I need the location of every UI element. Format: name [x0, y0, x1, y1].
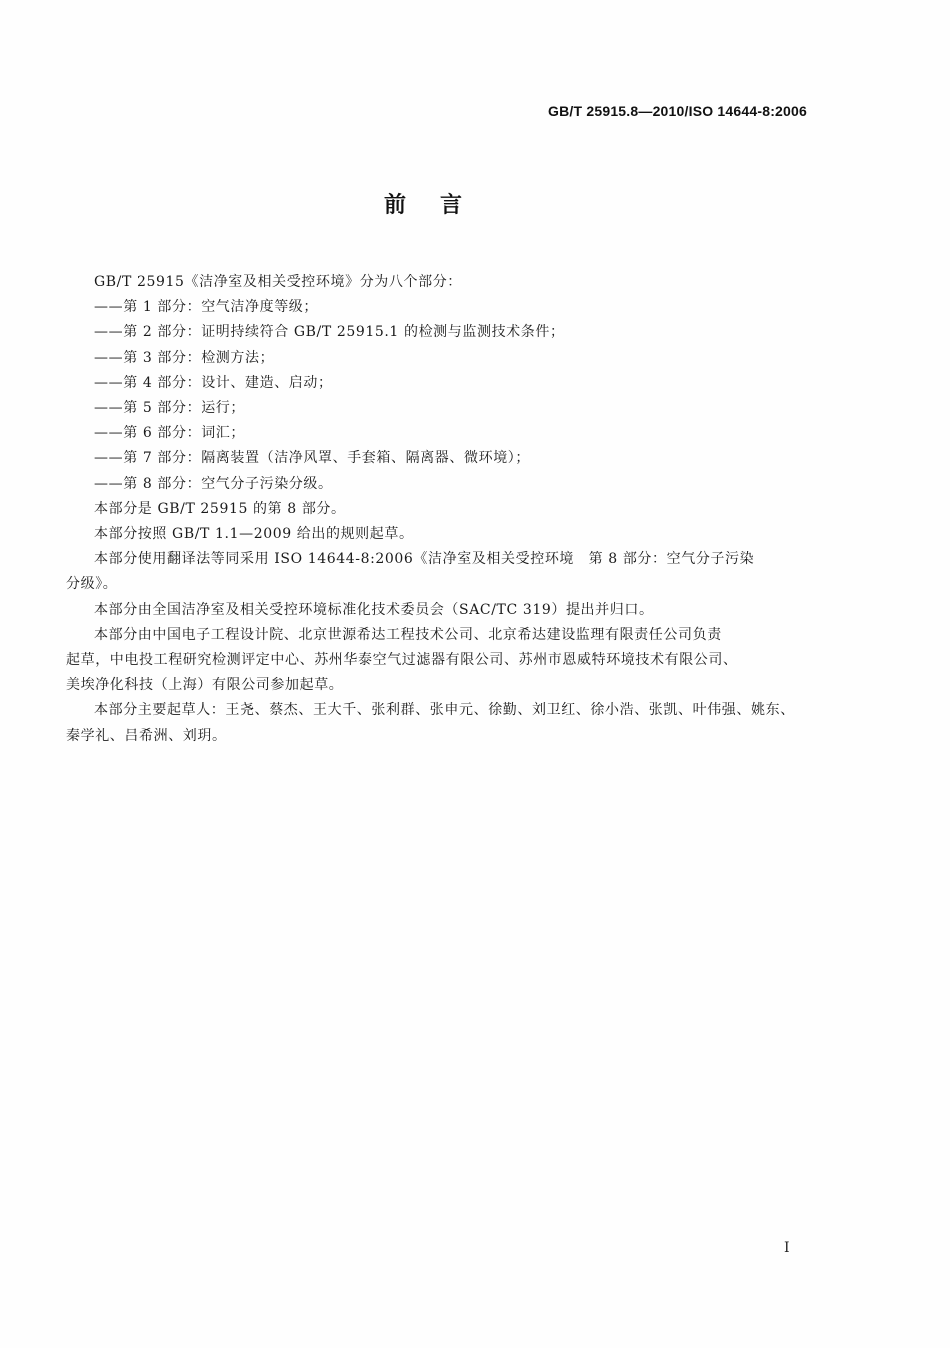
standard-number: GB/T 25915.8—2010/ISO 14644-8:2006 — [548, 103, 807, 119]
paragraph-drafters-org-line-2: 起草，中电投工程研究检测评定中心、苏州华泰空气过滤器有限公司、苏州市恩威特环境技术有限公司、 — [66, 652, 738, 669]
part-item-4: ——第 4 部分：设计、建造、启动； — [94, 374, 333, 391]
page-number: I — [784, 1240, 790, 1256]
section-title: 前言 — [383, 193, 496, 218]
paragraph-adoption-line-2: 分级》。 — [66, 576, 118, 593]
paragraph-adoption-line-1: 本部分使用翻译法等同采用 ISO 14644-8:2006《洁净室及相关受控环境 第 8 部分：空气分子污染 — [94, 551, 755, 568]
paragraph-drafters-org-line-3: 美埃净化科技（上海）有限公司参加起草。 — [66, 677, 344, 694]
paragraph-drafters-line-1: 本部分主要起草人：王尧、蔡杰、王大千、张利群、张申元、徐勤、刘卫红、徐小浩、张凯、叶伟强、姚东、 — [94, 702, 795, 719]
part-item-2: ——第 2 部分：证明持续符合 GB/T 25915.1 的检测与监测技术条件； — [94, 324, 565, 341]
paragraph-committee: 本部分由全国洁净室及相关受控环境标准化技术委员会（SAC/TC 319）提出并归口。 — [94, 601, 654, 618]
part-item-7: ——第 7 部分：隔离装置（洁净风罩、手套箱、隔离器、微环境）； — [94, 450, 531, 467]
paragraph-drafters-line-2: 秦学礼、吕希洲、刘玥。 — [66, 727, 227, 744]
foreword-body — [66, 270, 814, 749]
paragraph-drafting-rules: 本部分按照 GB/T 1.1—2009 给出的规则起草。 — [94, 526, 414, 543]
part-item-6: ——第 6 部分：词汇； — [94, 425, 246, 442]
part-item-8: ——第 8 部分：空气分子污染分级。 — [94, 475, 333, 492]
part-item-1: ——第 1 部分：空气洁净度等级； — [94, 299, 319, 316]
paragraph-part-number: 本部分是 GB/T 25915 的第 8 部分。 — [94, 500, 346, 517]
intro-line: GB/T 25915《洁净室及相关受控环境》分为八个部分： — [94, 274, 462, 290]
part-item-5: ——第 5 部分：运行； — [94, 400, 246, 417]
part-item-3: ——第 3 部分：检测方法； — [94, 349, 275, 366]
paragraph-drafters-org-line-1: 本部分由中国电子工程设计院、北京世源希达工程技术公司、北京希达建设监理有限责任公司负责 — [94, 626, 722, 643]
